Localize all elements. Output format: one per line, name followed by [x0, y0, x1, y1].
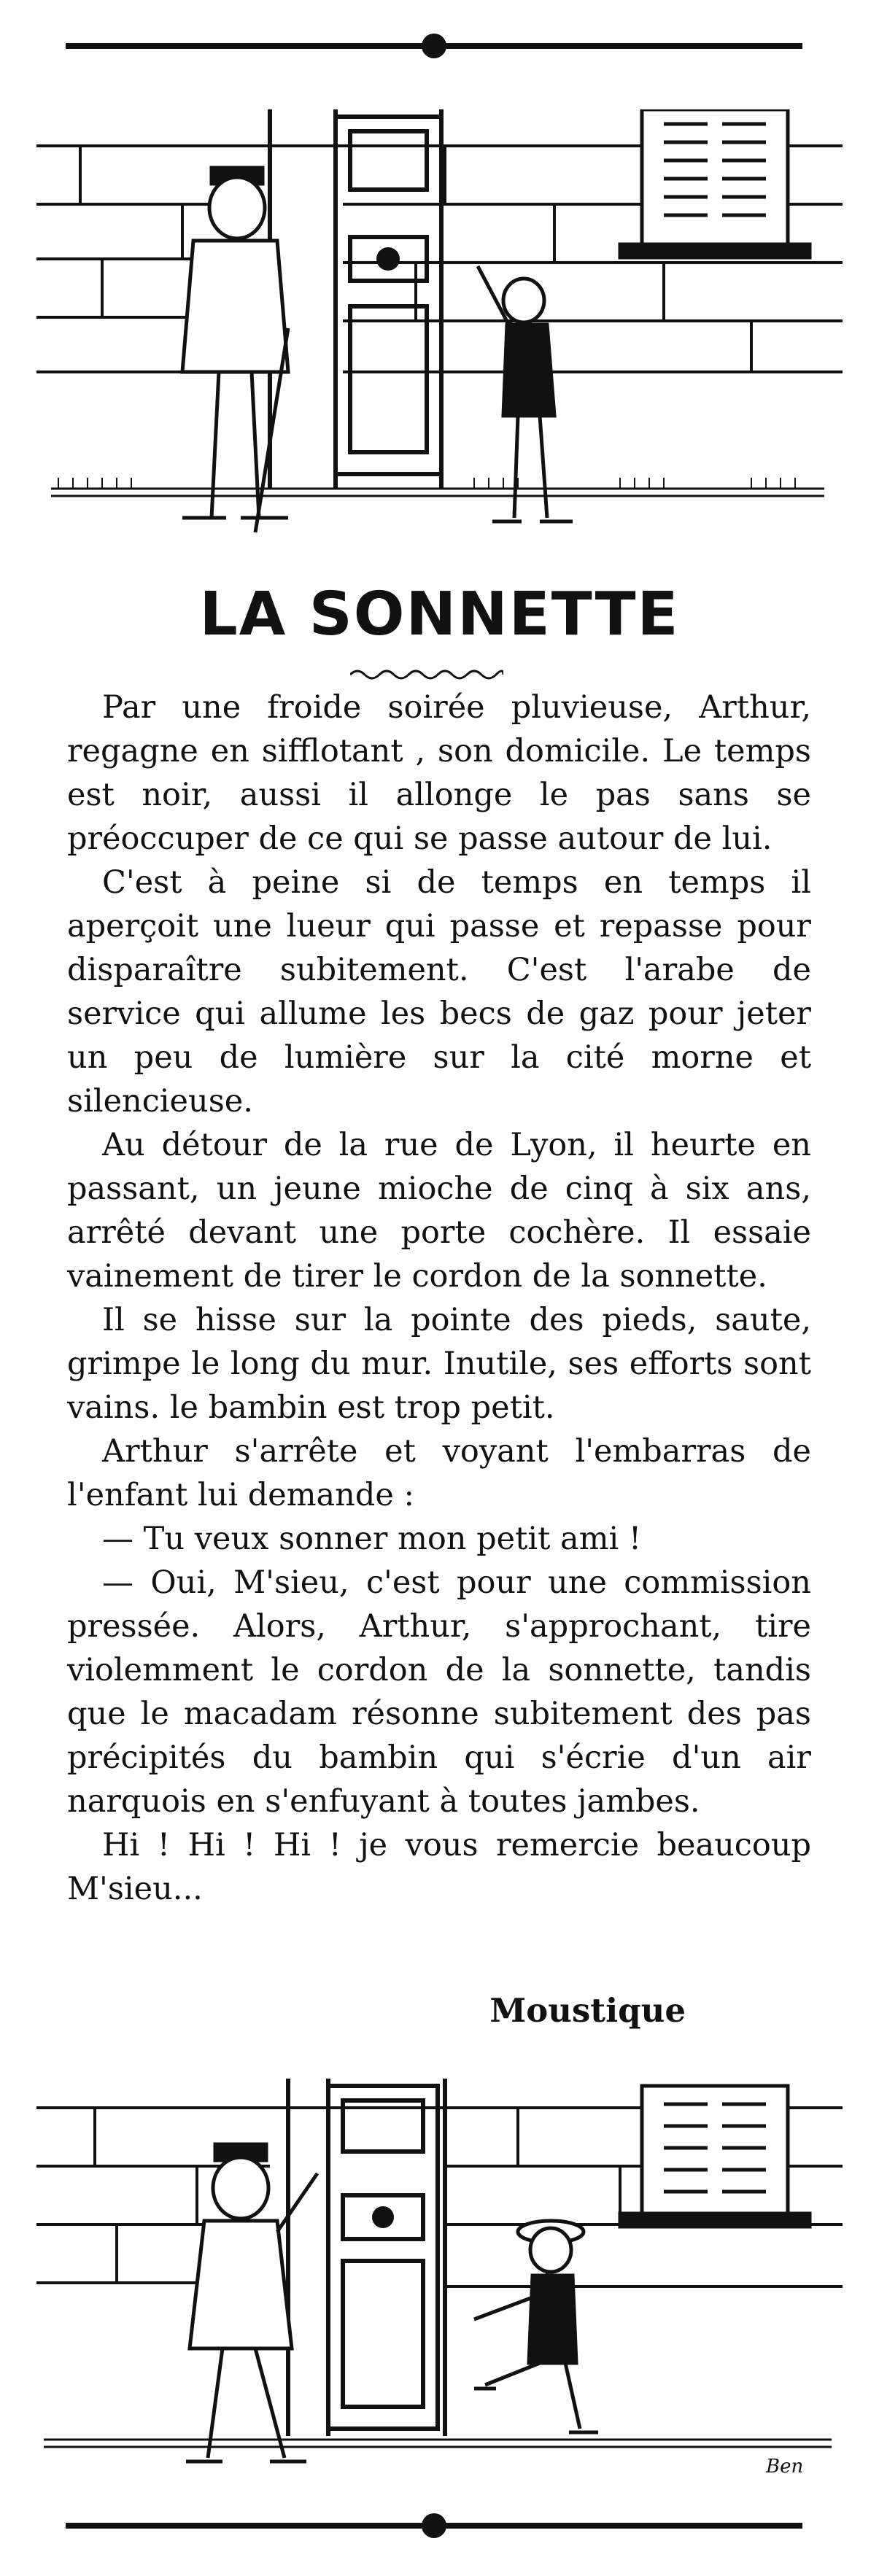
boy-figure: [474, 2221, 598, 2432]
paragraph: C'est à peine si de temps en temps il aperçoit une lueur qui passe et repasse pour disparaître subitement. C'est l'arabe de service qui allume les becs de gaz pour jeter un peu de lumière sur la cité morne et silencieuse.: [67, 864, 811, 1120]
article-body: [67, 686, 811, 1911]
doorbell-pull: [376, 247, 400, 271]
bottom-illustration: [36, 2079, 843, 2487]
article-title: LA SONNETTE: [199, 580, 680, 649]
dialogue-line: — Oui, M'sieu, c'est pour une commission pressée. Alors, Arthur, s'approchant, tire violemment le cordon de la sonnette, tandis que le macadam résonne subitement des pas précipités du bambin qui s'écrie d'un air narquois en s'enfuyant à toutes jambes.: [67, 1564, 811, 1820]
boy-figure: [478, 266, 573, 521]
top-illustration: [36, 109, 843, 540]
rule-ornament-dot: [422, 34, 446, 58]
title-ornament: [350, 667, 503, 682]
top-ornamental-rule: [66, 43, 802, 49]
paragraph: Au détour de la rue de Lyon, il heurte en passant, un jeune mioche de cinq à six ans, arrêté devant une porte cochère. Il essaie vainement de tirer le cordon de la sonnette.: [67, 1127, 811, 1295]
paragraph: Arthur s'arrête et voyant l'embarras de l'enfant lui demande :: [67, 1433, 811, 1513]
bottom-ornamental-rule: [66, 2523, 802, 2529]
author-signature: Moustique: [489, 1991, 686, 2030]
arthur-figure: [186, 2144, 317, 2461]
arthur-figure: [182, 168, 288, 532]
paragraph: Hi ! Hi ! Hi ! je vous remercie beaucoup M'sieu...: [67, 1827, 811, 1907]
paragraph: Par une froide soirée pluvieuse, Arthur, regagne en sifflotant , son domicile. Le temps est noir, aussi il allonge le pas sans se préoccuper de ce qui se passe autour de lui.: [67, 689, 811, 857]
bottom-illustration-drawing: [36, 2079, 843, 2487]
rule-ornament-dot: [422, 2513, 446, 2538]
dialogue-line: — Tu veux sonner mon petit ami !: [102, 1521, 642, 1557]
doorbell-pull: [372, 2206, 394, 2228]
artist-signature: Ben: [766, 2456, 804, 2478]
top-illustration-drawing: [36, 109, 843, 540]
paragraph: Il se hisse sur la pointe des pieds, saute, grimpe le long du mur. Inutile, ses efforts sont vains. le bambin est trop petit.: [67, 1302, 811, 1426]
